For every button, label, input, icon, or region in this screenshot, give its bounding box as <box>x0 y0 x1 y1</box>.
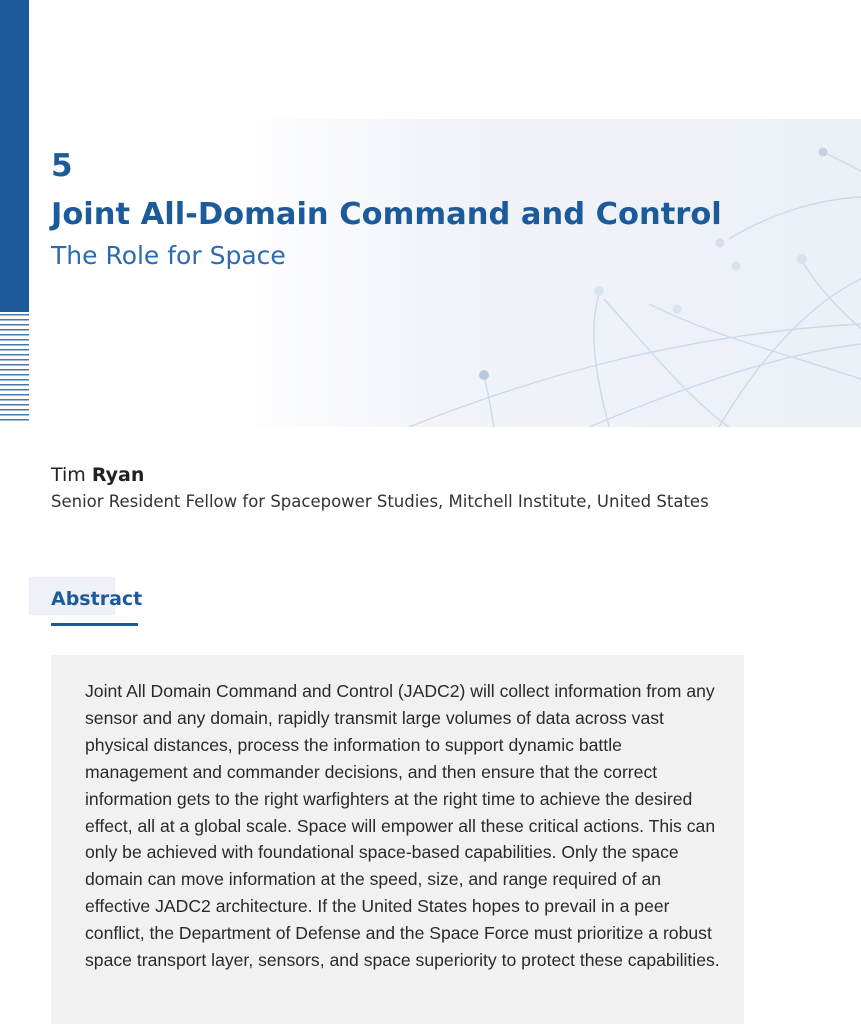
abstract-heading: Abstract <box>51 588 143 610</box>
author-name <box>51 461 144 489</box>
chapter-subtitle: The Role for Space <box>51 241 286 270</box>
chapter-title: Joint All-Domain Command and Control <box>51 197 722 232</box>
chapter-number: 5 <box>51 148 73 184</box>
abstract-underline <box>51 623 138 626</box>
left-accent-bar <box>0 0 29 312</box>
left-stripe-decoration <box>0 314 29 424</box>
abstract-body: Joint All Domain Command and Control (JADC2) will collect information from any sensor and any domain, rapidly transmit large volumes of data across vast physical distances, process the information to support dynamic battle management and commander decisions, and then ensure that the correct information gets to the right warfighters at the right time to achieve the desired effect, all at a global scale. Space will empower all these critical actions. This can only be achieved with foundational space-based capabilities. Only the space domain can move information at the speed, size, and range required of an effective JADC2 architecture. If the United States hopes to prevail in a peer conflict, the Department of Defense and the Space Force must prioritize a robust space transport layer, sensors, and space superiority to protect these capabilities. <box>85 681 720 971</box>
author-last-name: Ryan <box>91 464 145 486</box>
author-affiliation: Senior Resident Fellow for Spacepower Studies, Mitchell Institute, United States <box>51 492 709 511</box>
author-first-name: Tim <box>51 464 86 486</box>
